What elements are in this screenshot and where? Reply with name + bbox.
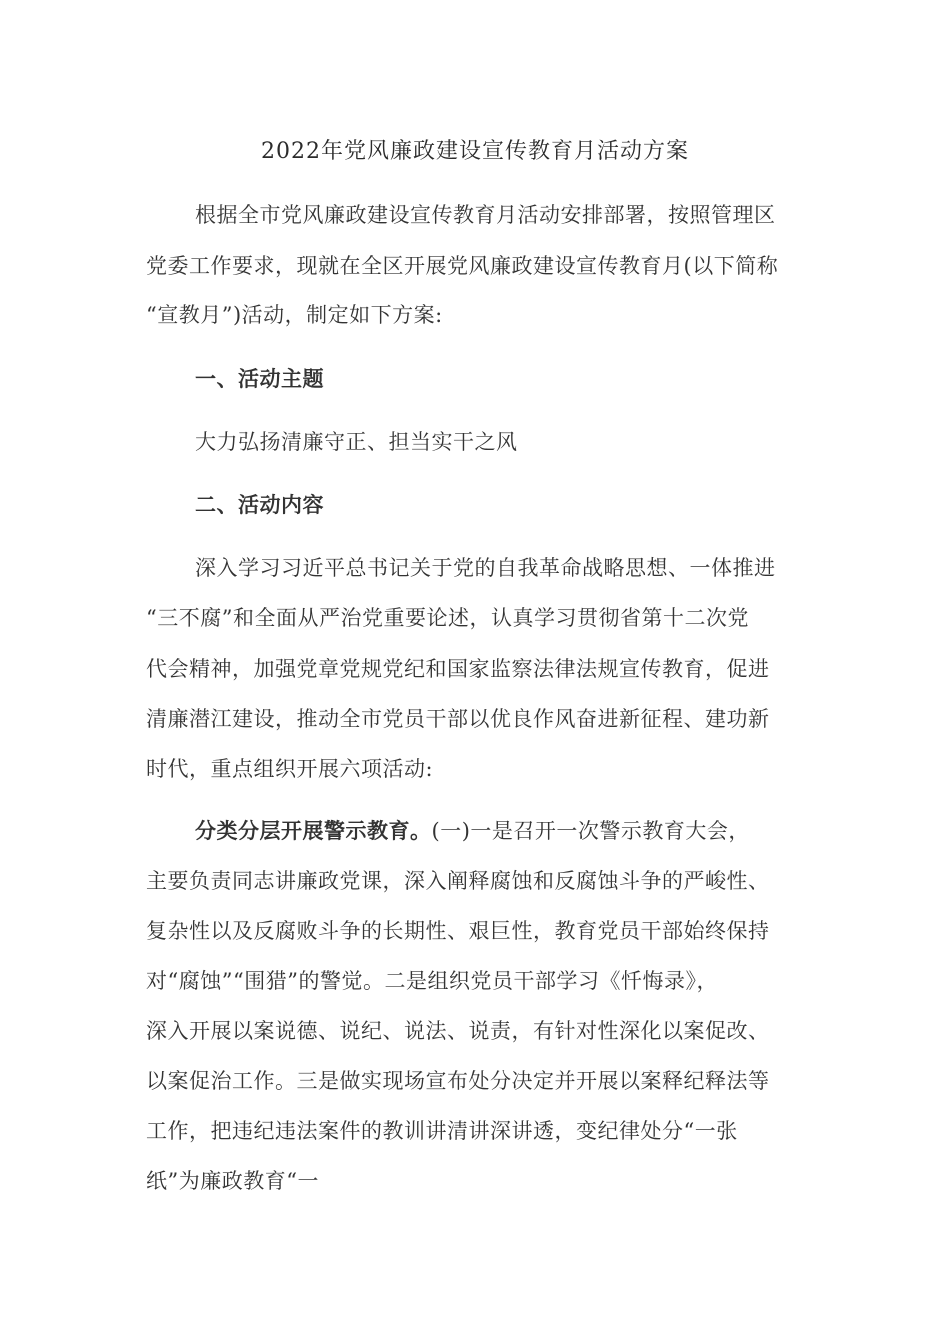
item-line: 深入开展以案说德、说纪、说法、说责，有针对性深化以案促改、 bbox=[146, 1019, 770, 1043]
intro-line: 根据全市党风廉政建设宣传教育月活动安排部署，按照管理区 bbox=[195, 203, 776, 227]
document-title: 2022年党风廉政建设宣传教育月活动方案 bbox=[261, 139, 689, 164]
item-line: 以案促治工作。三是做实现场宣布处分决定并开展以案释纪释法等 bbox=[146, 1069, 770, 1093]
section-heading-content: 二、活动内容 bbox=[195, 492, 324, 517]
item-line: 对“腐蚀”“围猎”的警觉。二是组织党员干部学习《忏悔录》， bbox=[146, 969, 718, 993]
content-line: 时代，重点组织开展六项活动: bbox=[146, 757, 434, 781]
item-line: 主要负责同志讲廉政党课，深入阐释腐蚀和反腐蚀斗争的严峻性、 bbox=[146, 869, 770, 893]
content-line: 清廉潜江建设，推动全市党员干部以优良作风奋进新征程、建功新 bbox=[146, 707, 770, 731]
item-first-text: (一)一是召开一次警示教育大会， bbox=[431, 819, 750, 843]
section-heading-theme: 一、活动主题 bbox=[195, 366, 324, 391]
intro-line: “宣教月”)活动，制定如下方案: bbox=[146, 303, 443, 327]
section-theme-body: 大力弘扬清廉守正、担当实干之风 bbox=[195, 430, 518, 454]
content-line: 深入学习习近平总书记关于党的自我革命战略思想、一体推进 bbox=[195, 556, 776, 580]
item-line: 工作，把违纪违法案件的教训讲清讲深讲透，变纪律处分“一张 bbox=[146, 1119, 738, 1143]
item-lead: 分类分层开展警示教育。 bbox=[195, 818, 432, 843]
item-line: 纸”为廉政教育“一 bbox=[146, 1169, 319, 1193]
item-line: 复杂性以及反腐败斗争的长期性、艰巨性，教育党员干部始终保持 bbox=[146, 919, 770, 943]
item-first-line bbox=[195, 816, 750, 846]
content-line: 代会精神，加强党章党规党纪和国家监察法律法规宣传教育，促进 bbox=[146, 657, 770, 681]
content-line: “三不腐”和全面从严治党重要论述，认真学习贯彻省第十二次党 bbox=[146, 606, 749, 630]
intro-line: 党委工作要求，现就在全区开展党风廉政建设宣传教育月(以下简称 bbox=[146, 254, 779, 278]
